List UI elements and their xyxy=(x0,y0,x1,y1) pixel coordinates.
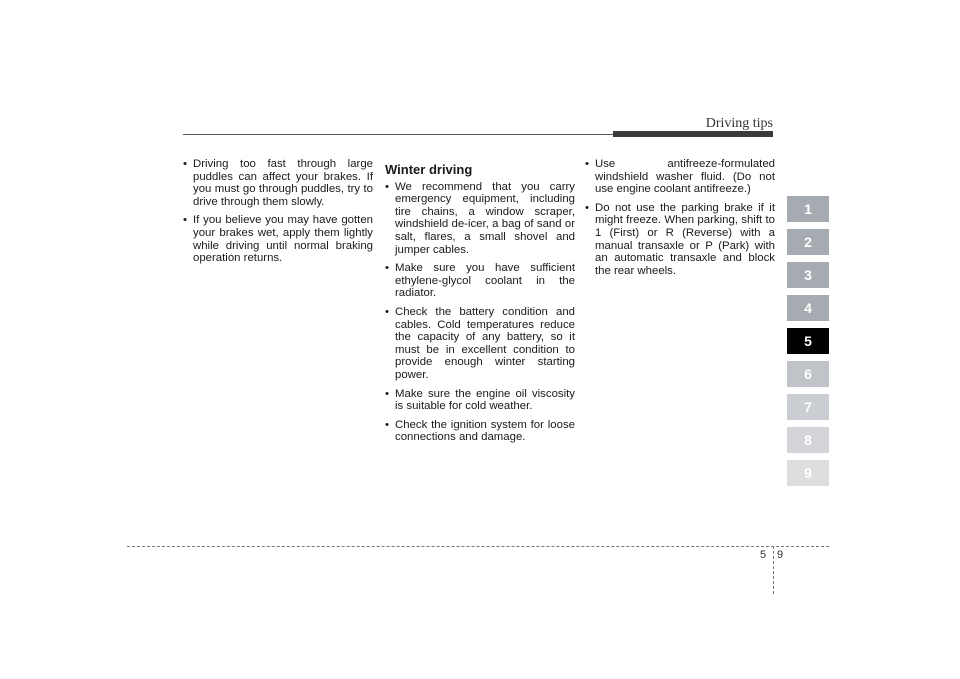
chapter-tab-7[interactable]: 7 xyxy=(787,394,829,420)
footer-rule xyxy=(127,546,829,547)
chapter-tabs xyxy=(787,196,829,493)
chapter-tab-8[interactable]: 8 xyxy=(787,427,829,453)
list-item: • Use antifreeze-formulated windshield washer fluid. (Do not use engine coolant antifreeze.) xyxy=(585,158,775,196)
bullet-list xyxy=(585,158,775,277)
section-heading: Winter driving xyxy=(385,162,473,177)
chapter-tab-6[interactable]: 6 xyxy=(787,361,829,387)
chapter-tab-1[interactable]: 1 xyxy=(787,196,829,222)
chapter-tab-4[interactable]: 4 xyxy=(787,295,829,321)
footer-page-number: 9 xyxy=(777,549,784,561)
chapter-tab-5-active[interactable]: 5 xyxy=(787,328,829,354)
list-item: • Do not use the parking brake if it might freeze. When parking, shift to 1 (First) or R (Reverse) with a manual transaxle or P (Park) with an automatic transaxle and block the rear wheels. xyxy=(585,202,775,278)
column-2 xyxy=(385,158,575,450)
list-item: • Check the ignition system for loose connections and damage. xyxy=(385,419,575,444)
column-1 xyxy=(183,158,373,271)
list-item: • If you believe you may have gotten your brakes wet, apply them lightly while driving until normal braking operation returns. xyxy=(183,214,373,264)
bullet-list xyxy=(385,181,575,444)
chapter-tab-3[interactable]: 3 xyxy=(787,262,829,288)
chapter-tab-2[interactable]: 2 xyxy=(787,229,829,255)
column-3 xyxy=(585,158,775,283)
header-accent-bar xyxy=(613,131,773,137)
list-item: • Make sure the engine oil viscosity is suitable for cold weather. xyxy=(385,388,575,413)
list-item: • We recommend that you carry emergency equipment, including tire chains, a window scraper, windshield de-icer, a bag of sand or salt, flares, a small shovel and jumper cables. xyxy=(385,181,575,257)
chapter-tab-9[interactable]: 9 xyxy=(787,460,829,486)
list-item: • Make sure you have sufficient ethylene-glycol coolant in the radiator. xyxy=(385,262,575,300)
footer-chapter-number: 5 xyxy=(760,549,767,561)
list-item: • Check the battery condition and cables. Cold temperatures reduce the capacity of any battery, so it must be in excellent condition to provide enough winter starting power. xyxy=(385,306,575,382)
header-title: Driving tips xyxy=(705,116,773,131)
list-item: • Driving too fast through large puddles can affect your brakes. If you must go through puddles, try to drive through them slowly. xyxy=(183,158,373,208)
footer-divider xyxy=(773,546,774,594)
bullet-list xyxy=(183,158,373,265)
